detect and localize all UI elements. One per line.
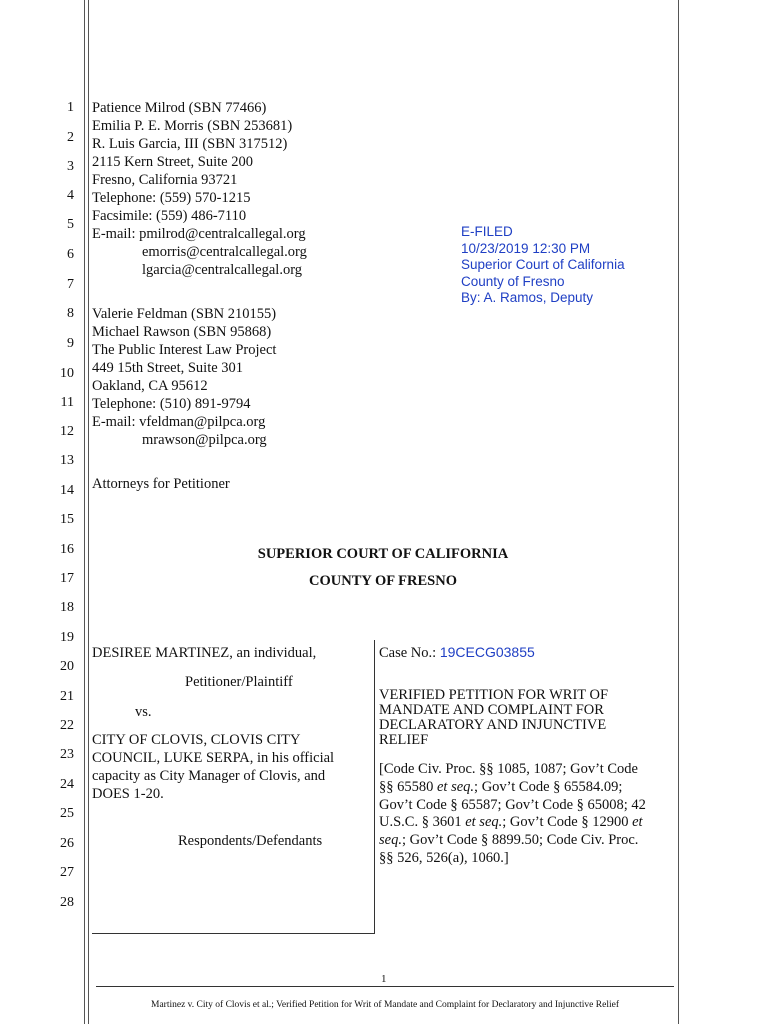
attorney-line: Oakland, CA 95612 xyxy=(92,378,208,394)
statute-line: U.S.C. § 3601 et seq.; Gov’t Code § 12900 et xyxy=(379,814,643,831)
attorney-line: Valerie Feldman (SBN 210155) xyxy=(92,306,277,322)
respondent-line: CITY OF CLOVIS, CLOVIS CITY xyxy=(92,732,301,748)
case-number: 19CECG03855 xyxy=(439,644,535,660)
attorney-line: mrawson@pilpca.org xyxy=(142,432,267,448)
document-title-line: VERIFIED PETITION FOR WRIT OF xyxy=(379,687,609,703)
caption-bottom-rule xyxy=(92,933,375,934)
page-number: 1 xyxy=(381,973,387,985)
line-number: 15 xyxy=(60,512,74,527)
line-number: 14 xyxy=(60,483,74,498)
attorney-line: The Public Interest Law Project xyxy=(92,342,277,358)
line-number: 4 xyxy=(67,188,74,203)
line-number: 28 xyxy=(60,895,74,910)
footer-rule xyxy=(96,986,674,987)
line-number: 22 xyxy=(60,718,74,733)
line-number: 3 xyxy=(67,159,74,174)
line-number: 8 xyxy=(67,306,74,321)
attorney-line: R. Luis Garcia, III (SBN 317512) xyxy=(92,136,288,152)
line-number: 9 xyxy=(67,336,74,351)
attorney-line: lgarcia@centralcallegal.org xyxy=(142,262,303,278)
line-number: 6 xyxy=(67,247,74,262)
line-number: 21 xyxy=(60,689,74,704)
line-number: 1 xyxy=(67,100,74,115)
line-number: 7 xyxy=(67,277,74,292)
efile-stamp-line: 10/23/2019 12:30 PM xyxy=(461,240,591,256)
attorney-line: 2115 Kern Street, Suite 200 xyxy=(92,154,253,170)
line-number: 27 xyxy=(60,865,74,880)
line-number: 23 xyxy=(60,747,74,762)
respondent-line: capacity as City Manager of Clovis, and xyxy=(92,768,326,784)
court-county: COUNTY OF FRESNO xyxy=(309,573,457,589)
line-number: 12 xyxy=(60,424,74,439)
attorney-line: Fresno, California 93721 xyxy=(92,172,238,188)
left-margin-rule-2 xyxy=(88,0,89,1024)
attorney-line: Emilia P. E. Morris (SBN 253681) xyxy=(92,118,293,134)
statute-line: §§ 65580 et seq.; Gov’t Code § 65584.09; xyxy=(379,778,623,795)
attorney-line: Facsimile: (559) 486-7110 xyxy=(92,208,247,224)
document-title-line: MANDATE AND COMPLAINT FOR xyxy=(379,702,604,718)
line-number: 19 xyxy=(60,630,74,645)
line-number: 2 xyxy=(67,130,74,145)
attorney-line: Patience Milrod (SBN 77466) xyxy=(92,100,267,116)
statute-line: seq.; Gov’t Code § 8899.50; Code Civ. Proc. xyxy=(379,832,639,849)
statute-line: Gov’t Code § 65587; Gov’t Code § 65008; 42 xyxy=(379,796,646,813)
line-number: 13 xyxy=(60,453,74,468)
efile-stamp-line: Superior Court of California xyxy=(461,257,625,272)
left-margin-rule-1 xyxy=(84,0,85,1024)
line-number: 11 xyxy=(60,395,74,410)
petitioner-name: DESIREE MARTINEZ, an individual, xyxy=(92,645,317,661)
case-number-label: Case No.: xyxy=(379,645,437,661)
line-number: 10 xyxy=(60,366,74,381)
attorney-line: Michael Rawson (SBN 95868) xyxy=(92,324,272,340)
attorney-line: Telephone: (559) 570-1215 xyxy=(92,190,251,206)
footer-caption: Martinez v. City of Clovis et al.; Verified Petition for Writ of Mandate and Complaint for Declaratory and Injunctive Relief xyxy=(151,1000,619,1010)
respondent-line: DOES 1-20. xyxy=(92,786,164,802)
line-number: 5 xyxy=(67,217,74,232)
line-number: 16 xyxy=(60,542,74,557)
caption-divider xyxy=(374,640,375,933)
attorney-line: E-mail: pmilrod@centralcallegal.org xyxy=(92,226,306,242)
line-number: 24 xyxy=(60,777,74,792)
attorney-line: emorris@centralcallegal.org xyxy=(142,244,307,260)
attorney-line: 449 15th Street, Suite 301 xyxy=(92,360,244,376)
efile-stamp xyxy=(461,224,625,307)
respondent-line: COUNCIL, LUKE SERPA, in his official xyxy=(92,750,335,766)
right-margin-rule xyxy=(678,0,679,1024)
document-title xyxy=(379,688,608,748)
attorney-line: E-mail: vfeldman@pilpca.org xyxy=(92,414,266,430)
attorneys-for: Attorneys for Petitioner xyxy=(92,476,230,492)
efile-stamp-line: E-FILED xyxy=(461,224,513,239)
line-number: 25 xyxy=(60,806,74,821)
petitioner-role: Petitioner/Plaintiff xyxy=(185,674,293,690)
line-number: 17 xyxy=(60,571,74,586)
document-title-line: RELIEF xyxy=(379,732,429,748)
efile-stamp-line: County of Fresno xyxy=(461,273,565,289)
document-title-line: DECLARATORY AND INJUNCTIVE xyxy=(379,717,607,733)
line-number: 26 xyxy=(60,836,74,851)
statute-line: §§ 526, 526(a), 1060.] xyxy=(379,849,509,866)
respondent-role: Respondents/Defendants xyxy=(178,833,323,849)
case-number-row xyxy=(379,643,535,662)
statute-line: [Code Civ. Proc. §§ 1085, 1087; Gov’t Code xyxy=(379,761,638,777)
statute-citations xyxy=(379,761,646,868)
efile-stamp-line: By: A. Ramos, Deputy xyxy=(461,290,594,305)
attorney-line: Telephone: (510) 891-9794 xyxy=(92,396,251,412)
court-name: SUPERIOR COURT OF CALIFORNIA xyxy=(257,546,509,562)
line-number: 18 xyxy=(60,600,74,615)
versus: vs. xyxy=(135,704,152,720)
line-number: 20 xyxy=(60,659,74,674)
